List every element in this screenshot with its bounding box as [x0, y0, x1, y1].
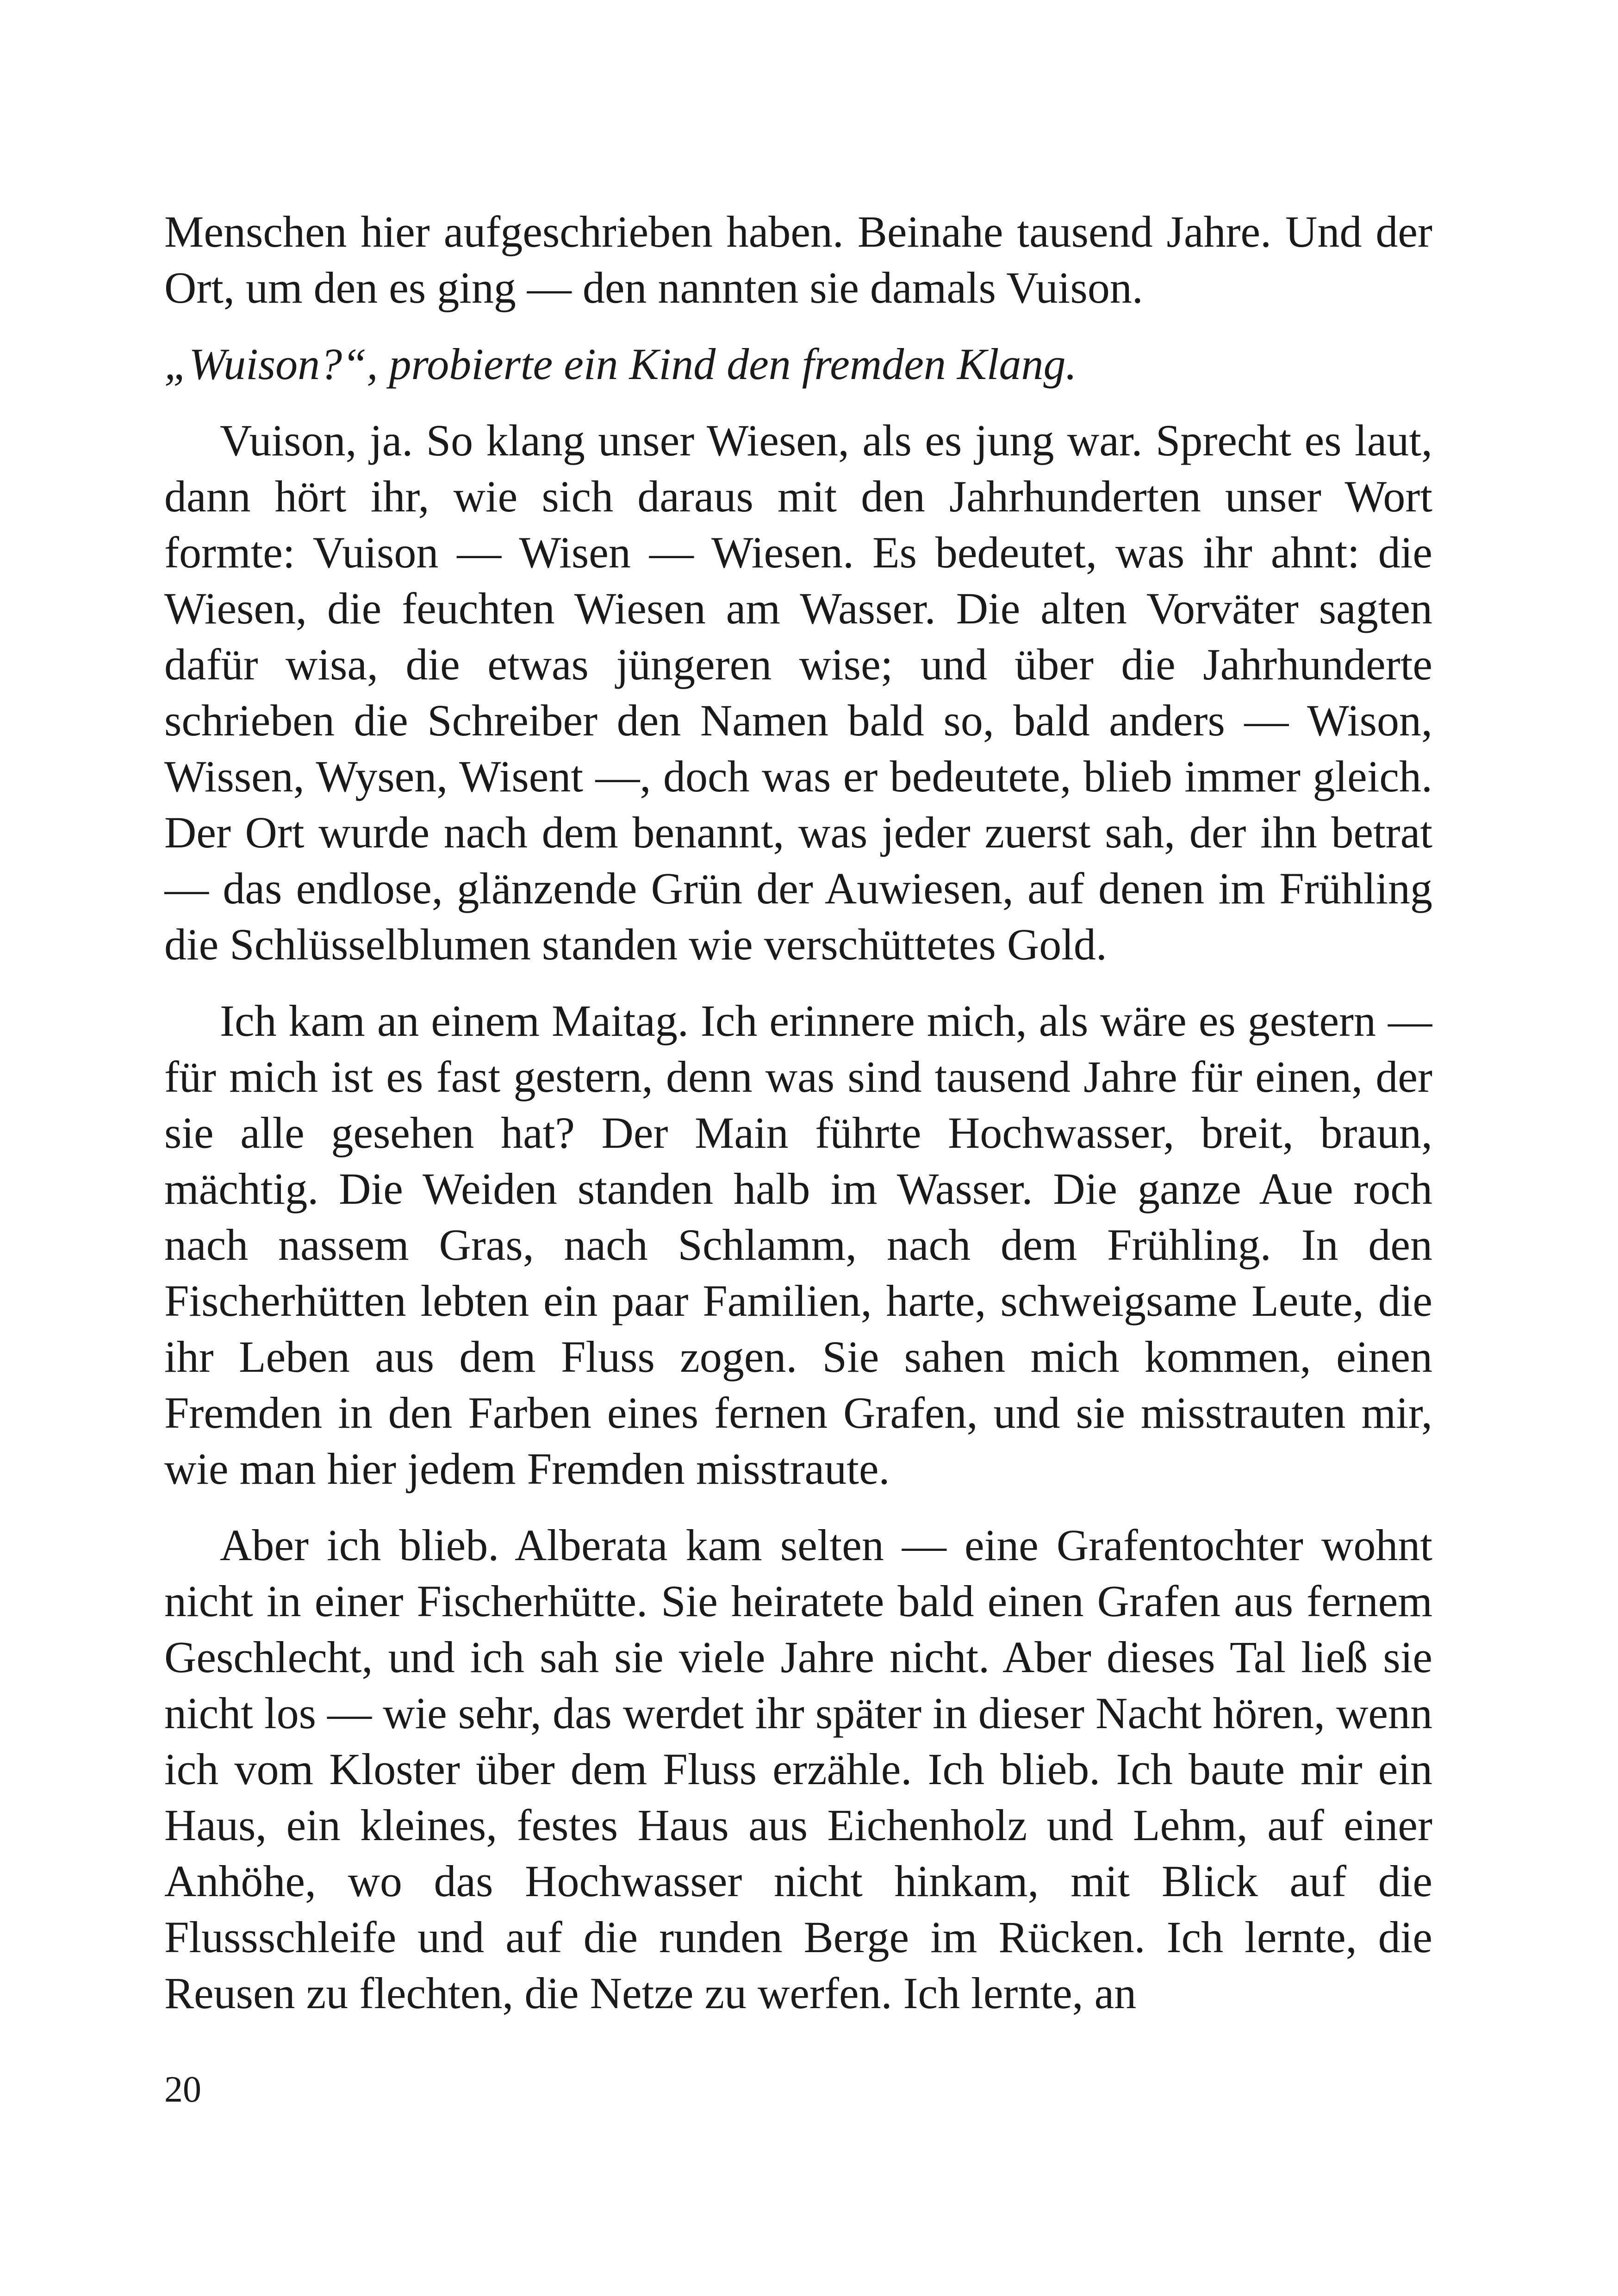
page-body [164, 204, 1432, 2147]
page-number: 20 [164, 2069, 201, 2110]
paragraph-continuation: Menschen hier aufgeschrieben haben. Beinahe tausend Jahre. Und der Ort, um den es ging — den nannten sie damals Vuison. [164, 207, 1432, 312]
paragraph-alberata: Aber ich blieb. Alberata kam selten — eine Grafentochter wohnt nicht in einer Fischerhütte. Sie heiratete bald einen Grafen aus fernem Geschlecht, und ich sah sie viele Jahre nicht. Aber dieses Tal ließ sie nicht los — wie sehr, das werdet ihr später in dieser Nacht hören, wenn ich vom Kloster über dem Fluss erzähle. Ich blieb. Ich baute mir ein Haus, ein kleines, festes Haus aus Eichenholz und Lehm, auf einer Anhöhe, wo das Hochwasser nicht hinkam, mit Blick auf die Flussschleife und auf die runden Berge im Rücken. Ich lernte, die Reusen zu flechten, die Netze zu werfen. Ich lernte, an [164, 1520, 1432, 2018]
paragraph-vuison: Vuison, ja. So klang unser Wiesen, als es jung war. Sprecht es laut, dann hört ihr, wie sich daraus mit den Jahrhunderten unser Wort formte: Vuison — Wisen — Wiesen. Es bedeutet, was ihr ahnt: die Wiesen, die feuchten Wiesen am Wasser. Die alten Vorväter sagten dafür wisa, die etwas jüngeren wise; und über die Jahrhunderte schrieben die Schreiber den Namen bald so, bald anders — Wison, Wissen, Wysen, Wisent —, doch was er bedeutete, blieb immer gleich. Der Ort wurde nach dem benannt, was jeder zuerst sah, der ihn betrat — das endlose, glänzende Grün der Auwiesen, auf denen im Frühling die Schlüsselblumen standen wie verschüttetes Gold. [164, 416, 1432, 969]
paragraph-maitag: Ich kam an einem Maitag. Ich erinnere mich, als wäre es gestern — für mich ist es fast gestern, denn was sind tausend Jahre für einen, der sie alle gesehen hat? Der Main führte Hochwasser, breit, braun, mächtig. Die Weiden standen halb im Wasser. Die ganze Aue roch nach nassem Gras, nach Schlamm, nach dem Frühling. In den Fischerhütten lebten ein paar Familien, harte, schweigsame Leute, die ihr Leben aus dem Fluss zogen. Sie sahen mich kommen, einen Fremden in den Farben eines fernen Grafen, und sie misstrauten mir, wie man hier jedem Fremden misstraute. [164, 996, 1432, 1493]
paragraph-dialogue: „Wuison?“, probierte ein Kind den fremden Klang. [164, 339, 1077, 389]
